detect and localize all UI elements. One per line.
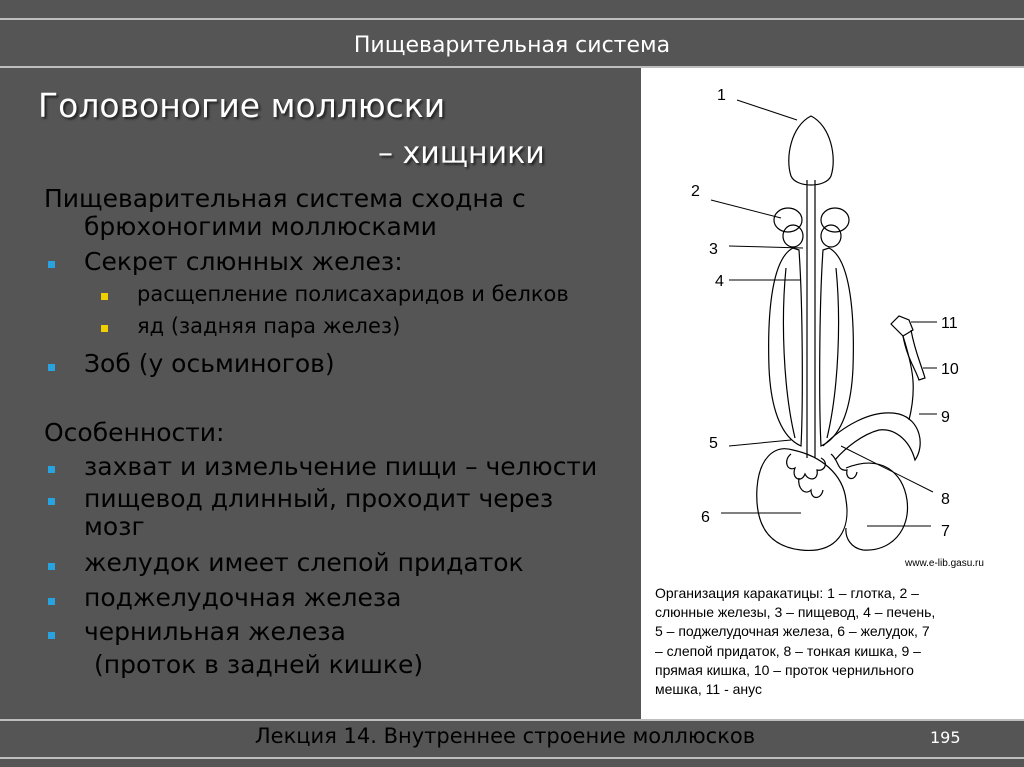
feature-pancreas: поджелудочная железа <box>84 583 402 612</box>
pancreas-lower <box>799 478 823 498</box>
caption-line: мешка, 11 - анус <box>655 681 762 698</box>
caption-line: 5 – поджелудочная железа, 6 – желудок, 7 <box>655 623 930 640</box>
figure-label-2: 2 <box>691 183 700 200</box>
footer-lecture-title: Лекция 14. Внутреннее строение моллюсков <box>254 724 756 748</box>
sub-bullet-marker <box>101 325 108 332</box>
figure-source: www.e-lib.gasu.ru <box>905 558 984 569</box>
pancreas-left <box>787 454 826 479</box>
figure-caption <box>655 584 995 699</box>
figure-label-8: 8 <box>941 491 950 508</box>
feature-ink-duct: (проток в задней кишке) <box>94 650 424 679</box>
feature-stomach: желудок имеет слепой придаток <box>84 548 524 577</box>
feature-ink-gland: чернильная железа <box>84 617 346 646</box>
caption-line: – слепой придаток, 8 – тонкая кишка, 9 – <box>655 642 921 659</box>
bullet-marker <box>48 364 55 371</box>
figure-label-1: 1 <box>717 87 726 104</box>
figure-label-3: 3 <box>709 241 718 258</box>
feature-esophagus: пищевод длинный, проходит через <box>84 484 554 513</box>
esophagus-shape <box>807 180 815 458</box>
figure-label-4: 4 <box>715 273 724 290</box>
pancreas-right <box>831 454 857 479</box>
sub-bullet-marker <box>101 293 108 300</box>
figure-label-10: 10 <box>941 361 959 378</box>
cuttlefish-digestive-diagram <box>641 68 1024 568</box>
footer-rule <box>0 719 1024 721</box>
slide-heading-line-1: Головоногие моллюски <box>38 86 446 125</box>
cuttlefish-diagram-panel <box>641 68 1024 719</box>
caption-line: слюнные железы, 3 – пищевод, 4 – печень, <box>655 604 936 621</box>
pharynx-shape <box>789 116 833 185</box>
figure-label-6: 6 <box>701 509 710 526</box>
bullet-marker <box>48 466 55 473</box>
caption-line: прямая кишка, 10 – проток чернильного <box>655 661 914 678</box>
feature-esophagus-continued: мозг <box>84 512 145 541</box>
figure-label-11: 11 <box>941 315 958 332</box>
salivary-gland-left <box>774 208 802 232</box>
intro-text-line-1: Пищеварительная система сходна с <box>44 184 526 213</box>
bullet-secret: Секрет слюнных желез: <box>84 247 403 276</box>
intro-text-line-2: брюхоногими моллюсками <box>84 212 437 241</box>
stomach-shape <box>757 449 847 551</box>
bullet-marker <box>48 598 55 605</box>
salivary-gland-left-lower <box>783 225 803 247</box>
sub-bullet-venom: яд (задняя пара желез) <box>137 314 401 338</box>
bullet-marker <box>48 632 55 639</box>
bullet-marker <box>48 563 55 570</box>
slide-heading-line-2: – хищники <box>378 136 545 171</box>
label-leader-lines <box>711 100 937 526</box>
salivary-gland-right <box>821 208 849 232</box>
bullet-marker <box>48 498 55 505</box>
page-number: 195 <box>930 728 961 747</box>
bullet-marker <box>48 261 55 268</box>
figure-label-7: 7 <box>941 523 950 540</box>
slide-section-title: Пищеварительная система <box>353 33 671 58</box>
ink-duct-shape <box>903 330 925 380</box>
intestine-loop <box>823 413 920 460</box>
features-title: Особенности: <box>44 418 225 447</box>
feature-jaws: захват и измельчение пищи – челюсти <box>84 452 598 481</box>
rectum-shape <box>903 336 913 420</box>
anus-shape <box>891 316 913 336</box>
bullet-crop: Зоб (у осьминогов) <box>84 349 335 378</box>
caption-line: Организация каракатицы: 1 – глотка, 2 – <box>655 585 919 601</box>
sub-bullet-polysaccharides: расщепление полисахаридов и белков <box>137 282 569 306</box>
bottom-rule <box>0 757 1024 759</box>
figure-label-5: 5 <box>709 435 718 452</box>
liver-inner-lines <box>783 268 838 438</box>
figure-label-9: 9 <box>941 409 950 426</box>
salivary-gland-right-lower <box>821 225 841 247</box>
